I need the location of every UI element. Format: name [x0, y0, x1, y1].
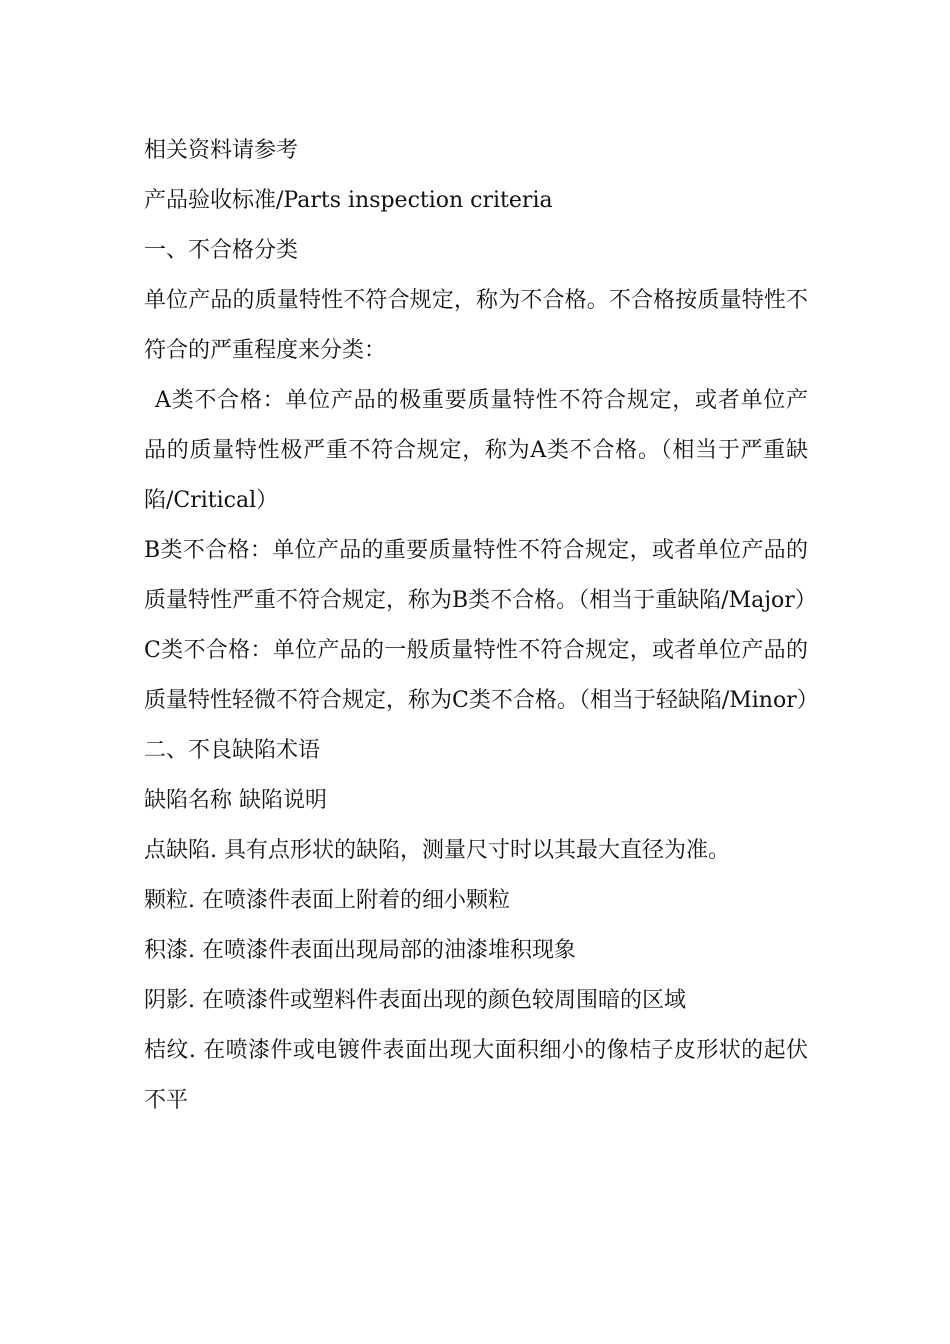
- defect-table-header: 缺陷名称 缺陷说明: [144, 788, 327, 813]
- paragraph-nonconformity-definition: 单位产品的质量特性不符合规定，称为不合格。不合格按质量特性不符合的严重程度来分类：: [144, 288, 808, 363]
- document-body: [144, 126, 819, 1126]
- section-heading-defect-terms: 二、不良缺陷术语: [144, 738, 321, 763]
- intro-line: 相关资料请参考: [144, 138, 299, 163]
- defect-term-point: 点缺陷. 具有点形状的缺陷，测量尺寸时以其最大直径为准。: [144, 838, 730, 863]
- section-heading-nonconformity: 一、不合格分类: [144, 238, 299, 263]
- defect-term-shadow: 阴影. 在喷漆件或塑料件表面出现的颜色较周围暗的区域: [144, 988, 686, 1013]
- defect-term-particle: 颗粒. 在喷漆件表面上附着的细小颗粒: [144, 888, 510, 913]
- defect-term-paint-buildup: 积漆. 在喷漆件表面出现局部的油漆堆积现象: [144, 938, 576, 963]
- paragraph-class-a: A类不合格：单位产品的极重要质量特性不符合规定，或者单位产品的质量特性极严重不符合规定，称为A类不合格。（相当于严重缺陷/Critical）: [144, 388, 808, 513]
- paragraph-class-c: C类不合格：单位产品的一般质量特性不符合规定，或者单位产品的质量特性轻微不符合规定，称为C类不合格。（相当于轻缺陷/Minor）: [144, 638, 819, 713]
- paragraph-class-b: B类不合格：单位产品的重要质量特性不符合规定，或者单位产品的质量特性严重不符合规定，称为B类不合格。（相当于重缺陷/Major）: [144, 538, 817, 613]
- defect-term-orange-peel: 桔纹. 在喷漆件或电镀件表面出现大面积细小的像桔子皮形状的起伏不平: [144, 1038, 808, 1113]
- document-title: 产品验收标准/Parts inspection criteria: [144, 188, 553, 213]
